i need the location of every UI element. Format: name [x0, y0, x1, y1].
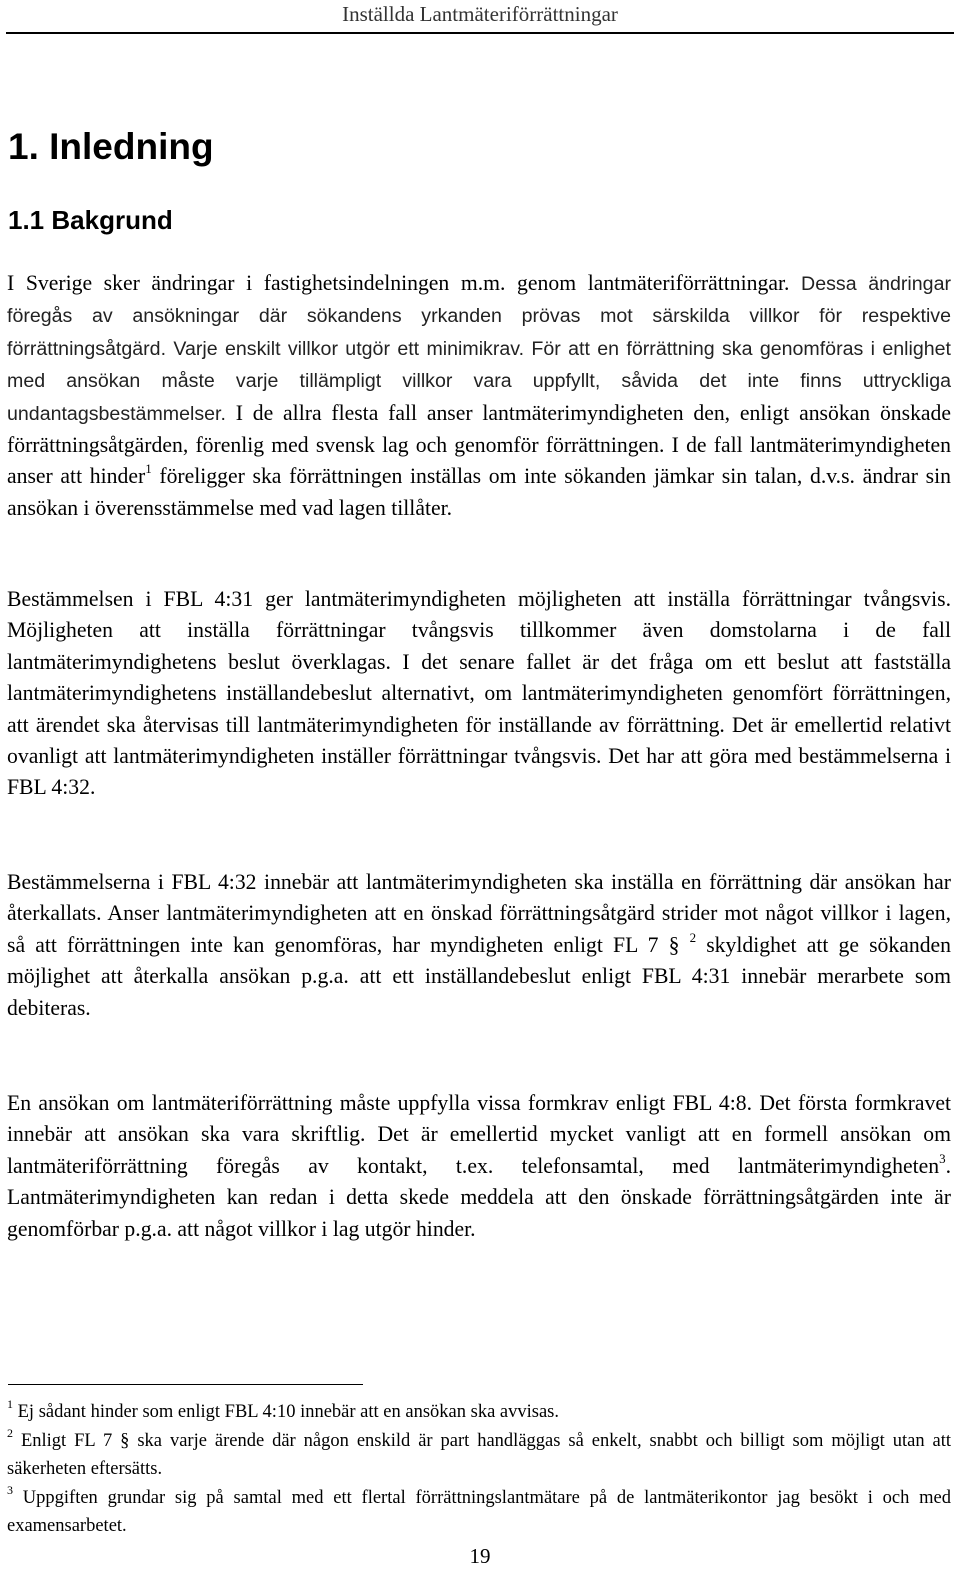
footnote-reference[interactable]: 1 — [145, 461, 152, 477]
footnote-2 — [7, 1427, 951, 1483]
paragraph-fbl-432 — [7, 867, 951, 1024]
paragraph-fbl-431: Bestämmelsen i FBL 4:31 ger lantmäterimyndigheten möjligheten att inställa förrättningar tvångsvis. Möjligheten att inställa förrättningar tvångsvis tillkommer även domstolarna i de fall lantmäterimyndighetens beslut överklagas. I det senare fallet är det fråga om ett beslut att fastställa lantmäterimyndighetens inställandebeslut alternativt, om lantmäterimyndigheten genomfört förrättningen, att ärendet ska återvisas till lantmäterimyndigheten för inställande av förrättning. Det är emellertid relativt ovanligt att lantmäterimyndigheten inställer förrättningar tvångsvis. Det har att göra med bestämmelserna i FBL 4:32. — [7, 587, 951, 800]
paragraph-text: Bestämmelserna i FBL 4:32 innebär att lantmäterimyndigheten ska inställa en förrättning där ansökan har återkallats. Anser lantmäterimyndigheten att en önskad förrättningsåtgärd strider mot något villkor i lagen, så att förrättningen inte kan genomföras, har myndigheten enligt FL 7 § — [7, 870, 951, 957]
paragraph-text: . Lantmäterimyndigheten kan redan i detta skede meddela att den önskade förrättningsåtgärden inte är genomförbar p.g.a. att något villkor i lag utgör hinder. — [7, 1153, 951, 1241]
paragraph-sans-segment: Dessa ändringar föregås av ansökningar där sökandens yrkanden prövas mot särskilda villkor för respektive förrättningsåtgärd. Varje enskilt villkor utgör ett minimikrav. För att en förrättning ska genomföras i enlighet med ansökan måste varje tillämpligt villkor vara uppfyllt, såvida det inte finns uttryckliga undantagsbestämmelser. — [7, 273, 951, 425]
page-number: 19 — [469, 1544, 491, 1568]
footnote-number: 3 — [7, 1482, 13, 1497]
chapter-heading: 1. Inledning — [8, 126, 214, 167]
paragraph-sentence: I de allra flesta fall anser lantmäterimyndigheten den, enligt ansökan önskade förrättningsåtgärden, förenlig med svensk lag och genomför förrättningen. — [7, 400, 952, 458]
paragraph-text: En ansökan om lantmäteriförrättning måste uppfylla vissa formkrav enligt FBL 4:8. Det första formkravet innebär att ansökan ska vara skriftlig. Det är emellertid mycket vanligt att en formell ansökan om lantmäteriförrättning föregås av kontakt, t.ex. telefonsamtal, med lantmäterimyndigheten — [7, 1091, 951, 1178]
footnote-text: Ej sådant hinder som enligt FBL 4:10 innebär att en ansökan ska avvisas. — [17, 1402, 559, 1422]
footnote-text: Enligt FL 7 § ska varje ärende där någon enskild är part handläggas så enkelt, snabbt och billigt som möjligt utan att säkerheten eftersätts. — [7, 1431, 952, 1479]
footnote-number: 2 — [7, 1425, 13, 1440]
footnote-reference[interactable]: 3 — [939, 1150, 946, 1166]
footnote-divider — [8, 1384, 363, 1385]
header-divider — [6, 32, 954, 34]
footnote-3 — [7, 1484, 951, 1540]
paragraph-sentence: I de fall lantmäterimyndigheten anser att hinder — [7, 433, 951, 489]
section-heading: 1.1 Bakgrund — [8, 205, 173, 235]
footnote-number: 1 — [7, 1396, 13, 1411]
footnote-reference[interactable]: 2 — [689, 929, 697, 945]
footnote-1 — [7, 1398, 951, 1426]
paragraph-text: skyldighet att ge sökanden möjlighet att återkalla ansökan p.g.a. att ett inställandebeslut enligt FBL 4:31 innebär merarbete som debiteras. — [7, 932, 952, 1020]
running-header: Inställda Lantmäteriförrättningar — [342, 2, 618, 26]
paragraph-sentence: föreligger ska förrättningen inställas om inte sökanden jämkar sin talan, d.v.s. ändrar sin ansökan i överensstämmelse med vad lagen tillåter. — [7, 464, 951, 520]
paragraph-sentence: I Sverige sker ändringar i fastighetsindelningen m.m. genom lantmäteriförrättningar. — [7, 271, 790, 295]
paragraph-formkrav — [7, 1088, 951, 1245]
footnote-text: Uppgiften grundar sig på samtal med ett flertal förrättningslantmätare på de lantmäterikontor jag besökt i och med examensarbetet. — [7, 1488, 952, 1536]
paragraph-background — [7, 268, 951, 524]
